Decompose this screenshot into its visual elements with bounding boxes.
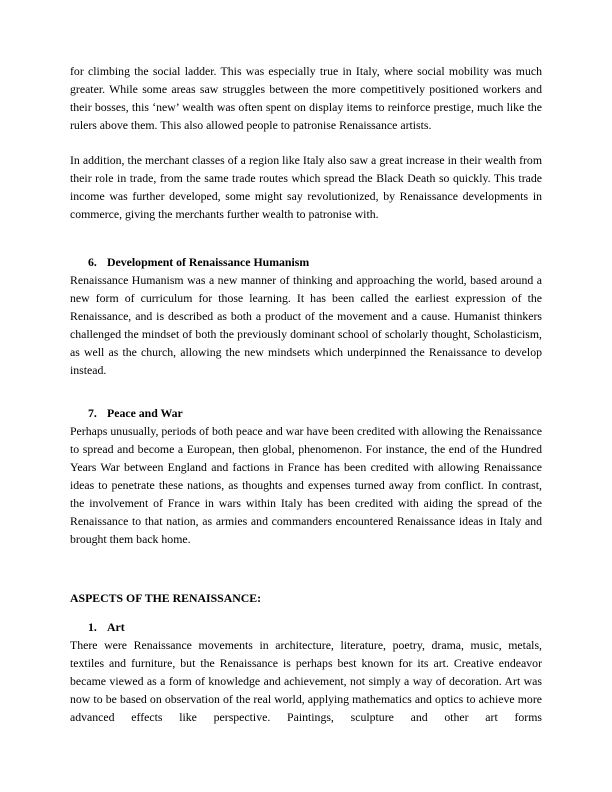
heading-number: 6. — [88, 255, 97, 269]
paragraph-art: There were Renaissance movements in architecture, literature, poetry, drama, music, metals, textiles and furniture, but the Renaissance is perhaps best known for its art. Creative endeavor became viewed as a form of knowledge and achievement, not simply a way of decoration. Art was now to be based on observation of the real world, applying mathematics and optics to achieve more advanced effects like perspective. Paintings, sculpture and other art forms — [70, 638, 542, 724]
paragraph-renaissance-humanism: Renaissance Humanism was a new manner of thinking and approaching the world, based around a new form of curriculum for those learning. It has been called the earliest expression of the Renaissance, and is described as both a product of the movement and a cause. Humanist thinkers challenged the mindset of both the previously dominant school of scholarly thought, Scholasticism, as well as the church, allowing the new mindsets which underpinned the Renaissance to develop instead. — [70, 273, 542, 377]
heading-number: 1. — [88, 620, 97, 634]
heading-title: Peace and War — [107, 406, 183, 420]
section-heading-aspects-of-the-renaissance: ASPECTS OF THE RENAISSANCE: — [70, 591, 262, 605]
heading-title: Development of Renaissance Humanism — [107, 255, 310, 269]
paragraph-merchant-wealth: In addition, the merchant classes of a region like Italy also saw a great increase in their wealth from their role in trade, from the same trade routes which spread the Black Death so quickly. This trade income was further developed, some might say revolutionized, by Renaissance developments in commerce, giving the merchants further wealth to patronise with. — [70, 153, 542, 221]
heading-peace-and-war — [70, 404, 542, 422]
paragraph-peace-and-war: Perhaps unusually, periods of both peace and war have been credited with allowing the Renaissance to spread and become a European, then global, phenomenon. For instance, the end of the Hundred Years War between England and factions in France has been credited with allowing Renaissance ideas to penetrate these nations, as thoughts and expenses turned away from conflict. In contrast, the involvement of France in wars within Italy has been credited with aiding the spread of the Renaissance to that nation, as armies and commanders encountered Renaissance ideas in Italy and brought them back home. — [70, 424, 542, 546]
paragraph-social-mobility: for climbing the social ladder. This was especially true in Italy, where social mobility was much greater. While some areas saw struggles between the more competitively positioned workers and their bosses, this ‘new’ wealth was often spent on display items to reinforce prestige, much like the rulers above them. This also allowed people to patronise Renaissance artists. — [70, 64, 542, 132]
heading-title: Art — [107, 620, 125, 634]
heading-number: 7. — [88, 406, 97, 420]
heading-development-of-renaissance-humanism — [70, 253, 542, 271]
heading-art — [70, 618, 542, 636]
